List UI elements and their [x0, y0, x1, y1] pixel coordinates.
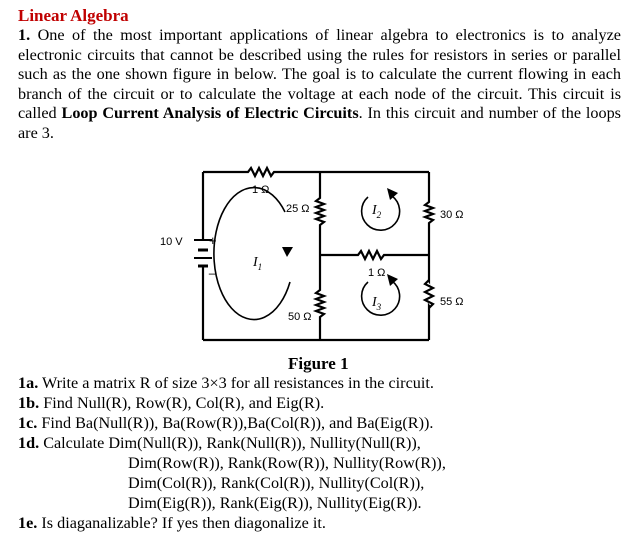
figure-caption: Figure 1 — [288, 354, 349, 373]
label-r-30: 30 Ω — [440, 209, 464, 221]
label-r-55: 55 Ω — [440, 296, 464, 308]
document-title: Linear Algebra — [18, 6, 129, 25]
question-1a: 1a. Write a matrix R of size 3×3 for all resistances in the circuit. — [18, 374, 434, 392]
problem-number: 1. — [18, 26, 31, 44]
question-1c: 1c. Find Ba(Null(R)), Ba(Row(R)),Ba(Col(R)), and Ba(Eig(R)). — [18, 414, 434, 432]
label-r-middle: 1 Ω — [368, 267, 386, 279]
intro-text-end: . In this circuit and number of the loops are 3. — [18, 104, 621, 142]
question-1d: 1d. Calculate Dim(Null(R)), Rank(Null(R)), Nullity(Null(R)), — [18, 434, 421, 452]
loop1-arrow — [214, 188, 290, 320]
label-r-top: 1 Ω — [252, 184, 270, 196]
label-r-50: 50 Ω — [288, 311, 312, 323]
loop1-arrow-head — [282, 247, 293, 257]
question-1b: 1b. Find Null(R), Row(R), Col(R), and Eig(R). — [18, 394, 325, 412]
label-source-minus: _ — [209, 260, 217, 275]
label-r-25: 25 Ω — [286, 203, 310, 215]
label-source: 10 V — [160, 236, 183, 248]
label-loop1: $I_1$ — [253, 255, 263, 272]
label-loop2: $I_2$ — [372, 203, 382, 220]
label-loop3: $I_3$ — [372, 295, 382, 312]
label-source-plus: + — [209, 233, 217, 248]
bold-term: Loop Current Analysis of Electric Circuits — [61, 104, 359, 123]
circuit-diagram — [0, 160, 636, 360]
question-1e: 1e. Is diaganalizable? If yes then diagonalize it. — [18, 514, 326, 532]
problem-description — [18, 26, 621, 144]
question-1d-line4: Dim(Eig(R)), Rank(Eig(R)), Nullity(Eig(R)). — [128, 494, 422, 512]
question-1d-line3: Dim(Col(R)), Rank(Col(R)), Nullity(Col(R)), — [128, 474, 425, 492]
question-1d-line2: Dim(Row(R)), Rank(Row(R)), Nullity(Row(R)), — [128, 454, 446, 472]
middle-horizontal-wire — [320, 251, 429, 259]
top-wire — [203, 168, 429, 176]
loop2-arrow-head — [387, 188, 398, 200]
intro-text: One of the most important applications of linear algebra to electronics is to analyze electronic circuits that cannot be described using the rules for resistors in series or parallel such as the one shown figure in below. The goal is to calculate the current flowing in each branch of the circuit or to calculate the voltage at each node of the circuit. This circuit is called — [18, 26, 621, 123]
